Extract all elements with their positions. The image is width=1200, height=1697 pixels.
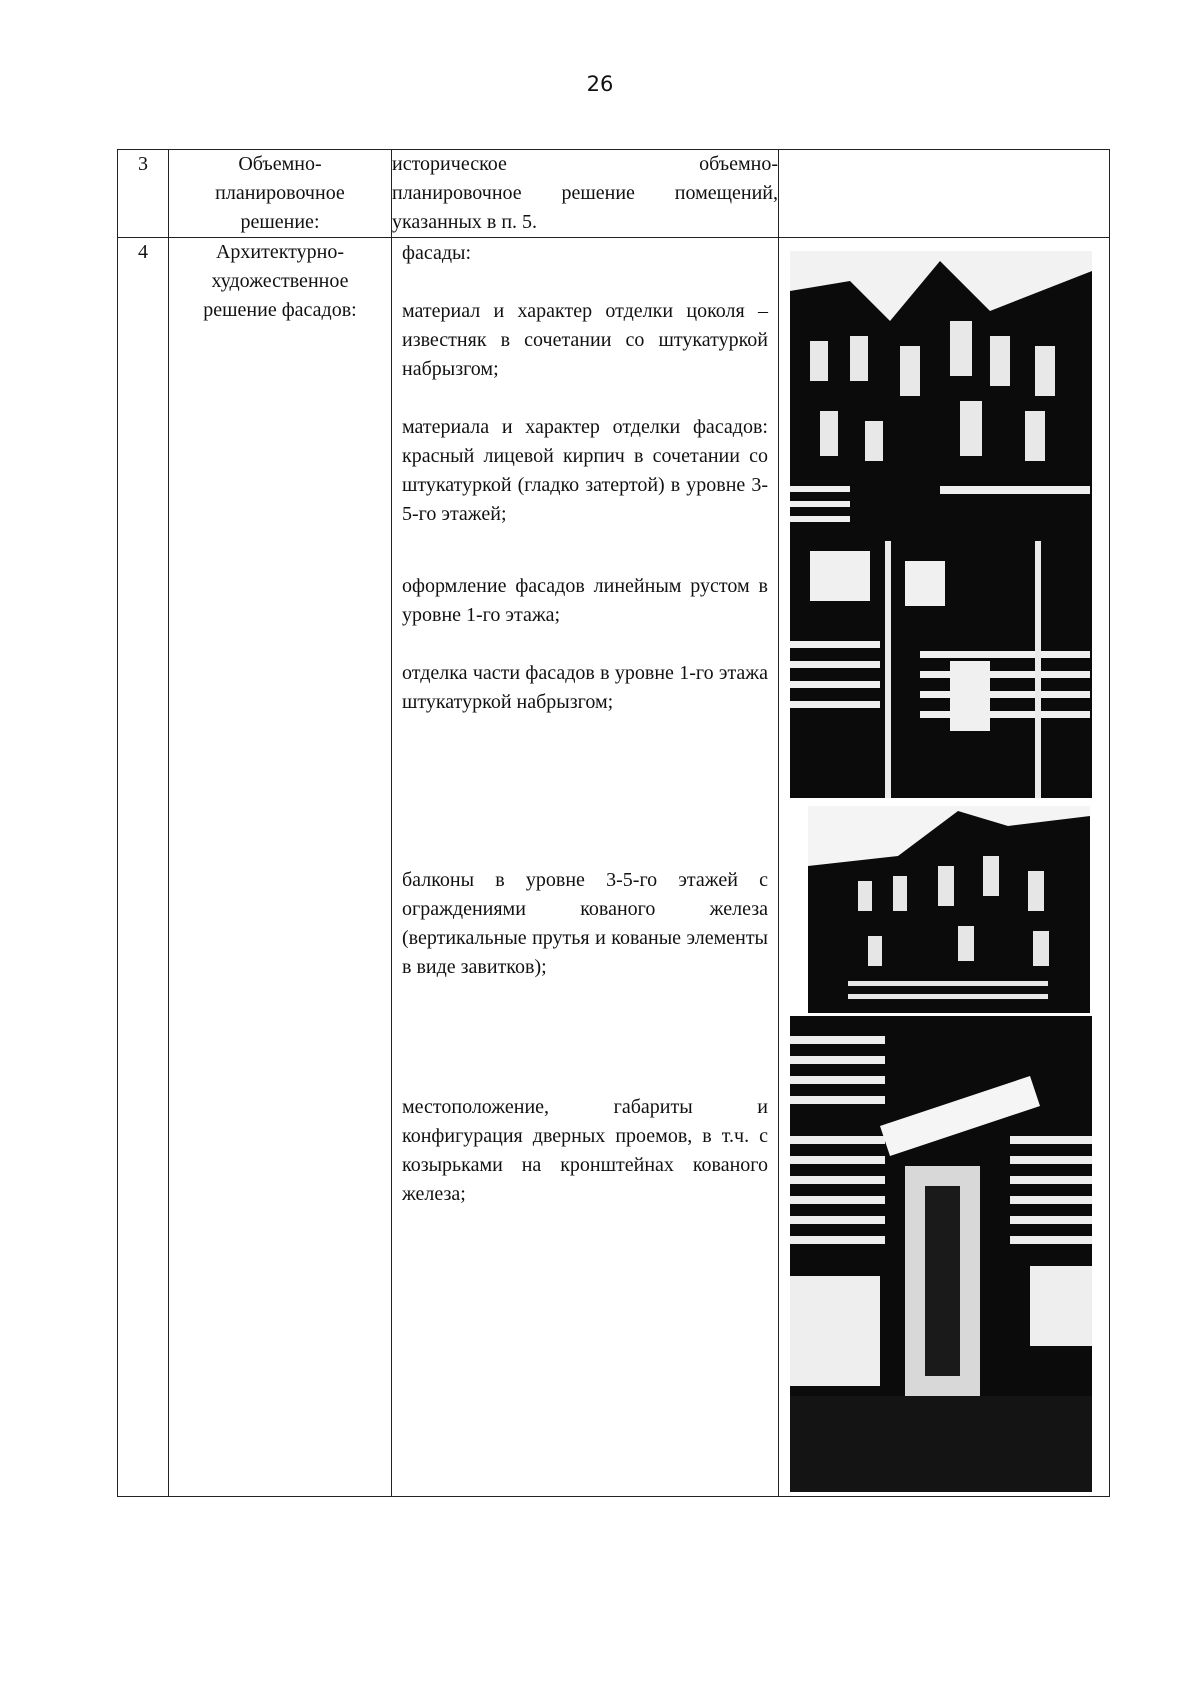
list-item: оформление фасадов линейным рустом в уровне 1-го этажа; [402,575,768,626]
list-item: отделка части фасадов в уровне 1-го этажа штукатуркой набрызгом; [402,662,768,713]
table-row [118,150,1110,238]
row-description: историческое объемно- планировочное решение помещений, указанных в п. 5. [392,150,779,238]
list-item: материала и характер отделки фасадов: красный лицевой кирпич в сочетании со штукатуркой (гладко затертой) в уровне 3-5-го этажей; [402,416,768,525]
row-heading: Архитектурно- художественное решение фасадов: [169,238,392,1497]
list-item: местоположение, габариты и конфигурация дверных проемов, в т.ч. с козырьками на кронштейнах кованого железа; [402,1096,768,1205]
list-item: балконы в уровне 3-5-го этажей с ограждениями кованого железа (вертикальные прутья и кованые элементы в виде завитков); [402,869,768,978]
row-number: 4 [118,238,169,1497]
row-number: 3 [118,150,169,238]
table-row [118,238,1110,1497]
row-description [392,238,779,1497]
list-item: материал и характер отделки цоколя – известняк в сочетании со штукатуркой набрызгом; [402,300,768,380]
page-number: 26 [586,72,614,96]
building-facade-photo [790,251,1092,798]
heritage-table [117,149,1110,1497]
building-balconies-photo [808,806,1090,1013]
row-heading: Объемно- планировочное решение: [169,150,392,238]
photo-cell [779,238,1110,1497]
building-entrance-canopy-photo [790,1016,1092,1492]
empty-photo-cell [779,150,1110,238]
desc-title: фасады: [402,242,472,264]
